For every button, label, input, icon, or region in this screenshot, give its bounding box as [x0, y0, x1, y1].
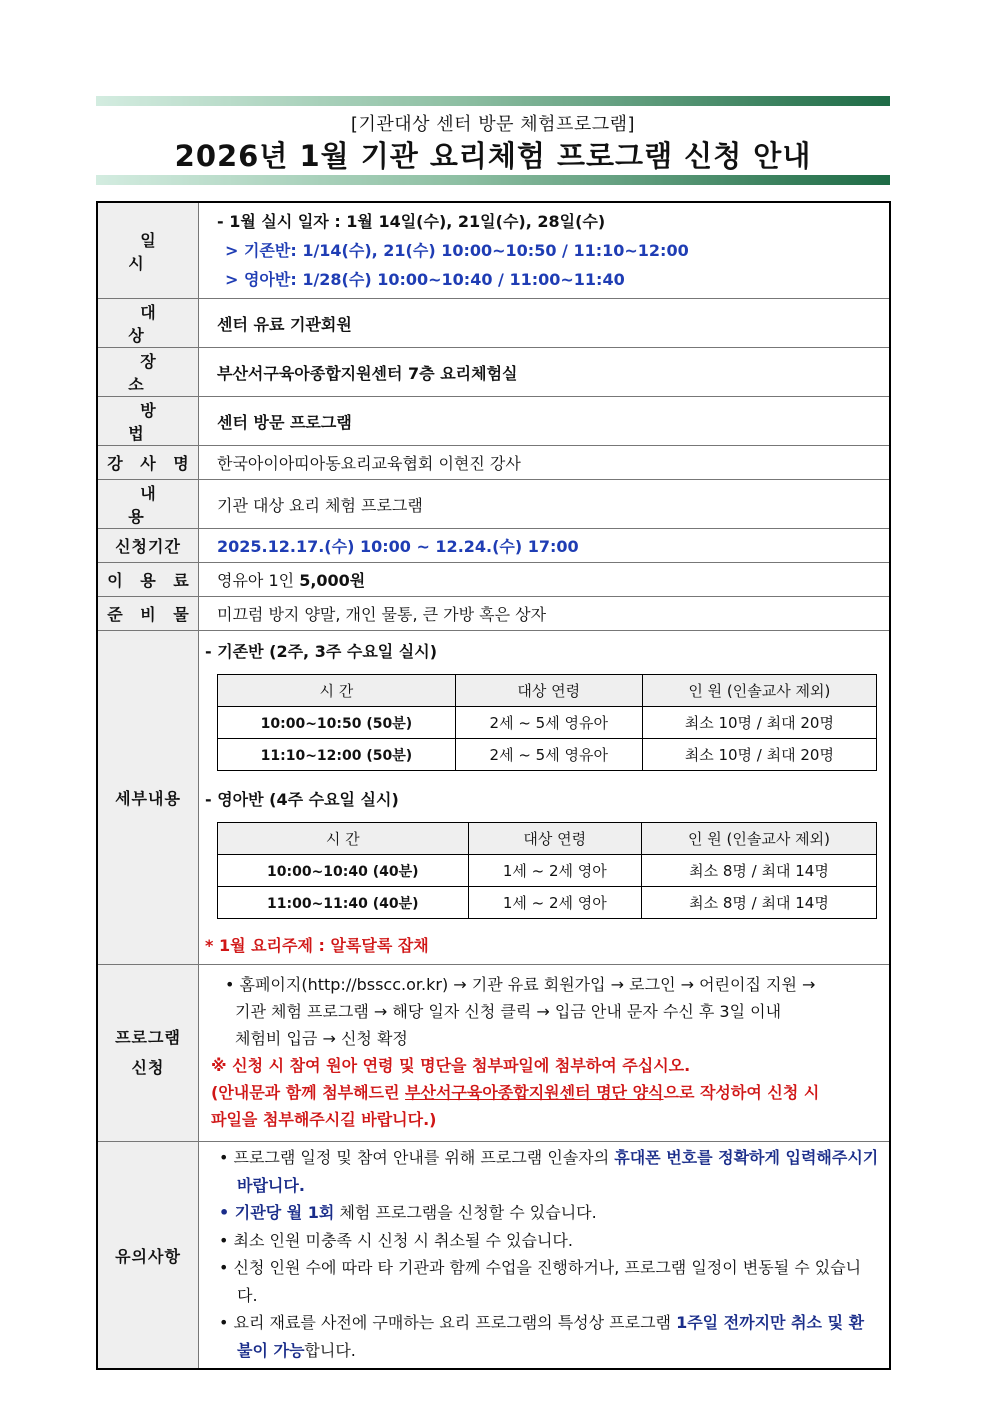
table-row: [218, 707, 877, 739]
apply-form-note-end: 파일을 첨부해주시길 바랍니다.): [211, 1110, 437, 1129]
col-age: 대상 연령: [455, 675, 642, 707]
table-row: [218, 739, 877, 771]
label-application: [97, 965, 199, 1142]
cell-age: 1세 ~ 2세 영아: [468, 887, 641, 919]
cell-time: 10:00~10:50 (50분): [218, 707, 456, 739]
infant-class-table: [217, 822, 877, 919]
table-header-row: [218, 675, 877, 707]
value-target: 센터 유료 기관회원: [199, 299, 891, 348]
doc-title: 2026년 1월 기관 요리체험 프로그램 신청 안내: [174, 139, 812, 173]
schedule-cell: [199, 202, 891, 299]
label-details: 세부내용: [97, 631, 199, 965]
note-4: • 신청 인원 수에 따라 타 기관과 함께 수업을 진행하거나, 프로그램 일정이 변동될 수 있습니다.: [219, 1258, 862, 1305]
label-content: 내 용: [97, 480, 199, 529]
note-5-highlight: 1주일 전까지만 취소 및 환불이 가능: [237, 1313, 865, 1360]
note-2: [213, 1199, 879, 1227]
note-2-highlight: • 기관당 월 1회: [219, 1203, 335, 1222]
label-target: 대 상: [97, 299, 199, 348]
fee-amount: 5,000원: [299, 571, 366, 590]
apply-step-line2: 기관 체험 프로그램 → 해당 일자 신청 클릭 → 입금 안내 문자 수신 후 3일 이내: [235, 1002, 782, 1021]
note-1: [213, 1144, 879, 1199]
label-period: 신청기간: [97, 529, 199, 563]
value-supplies: 미끄럼 방지 양말, 개인 물통, 큰 가방 혹은 상자: [199, 597, 891, 631]
label-application-line1: 프로그램: [115, 1028, 181, 1047]
note-3: • 최소 인원 미충족 시 신청 시 취소될 수 있습니다.: [219, 1230, 573, 1250]
cell-capacity: 최소 10명 / 최대 20명: [642, 739, 876, 771]
row-instructor: [97, 446, 890, 480]
label-instructor: 강 사 명: [97, 446, 199, 480]
value-instructor: 한국아이아띠아동요리교육협회 이현진 강사: [199, 446, 891, 480]
label-notes: 유의사항: [97, 1142, 199, 1370]
fee-prefix: 영유아 1인: [217, 571, 300, 590]
row-content: [97, 480, 890, 529]
row-application: [97, 965, 890, 1142]
label-place: 장 소: [97, 348, 199, 397]
form-template-name: 부산서구육아종합지원센터 명단 양식: [405, 1083, 664, 1102]
label-fee: 이 용 료: [97, 563, 199, 597]
header-band-bottom: [96, 175, 890, 185]
row-fee: [97, 563, 890, 597]
row-schedule: [97, 202, 890, 299]
row-target: [97, 299, 890, 348]
application-cell: [199, 965, 891, 1142]
label-supplies: 준 비 물: [97, 597, 199, 631]
schedule-infant: > 영아반: 1/28(수) 10:00~10:40 / 11:00~11:40: [225, 270, 625, 289]
col-time: 시 간: [218, 675, 456, 707]
row-details: [97, 631, 890, 965]
row-place: [97, 348, 890, 397]
apply-step-line3: 체험비 입금 → 신청 확정: [235, 1029, 408, 1048]
row-supplies: [97, 597, 890, 631]
col-capacity: 인 원 (인솔교사 제외): [641, 823, 876, 855]
info-table: [96, 201, 891, 1370]
cell-capacity: 최소 10명 / 최대 20명: [642, 707, 876, 739]
cell-capacity: 최소 8명 / 최대 14명: [641, 855, 876, 887]
cell-age: 2세 ~ 5세 영유아: [455, 707, 642, 739]
cell-capacity: 최소 8명 / 최대 14명: [641, 887, 876, 919]
group-heading-infant: - 영아반 (4주 수요일 실시): [205, 790, 399, 809]
schedule-regular: > 기존반: 1/14(수), 21(수) 10:00~10:50 / 11:10~12:00: [225, 241, 689, 260]
label-schedule: 일 시: [97, 202, 199, 299]
table-header-row: [218, 823, 877, 855]
note-1-text: • 프로그램 일정 및 참여 안내를 위해 프로그램 인솔자의: [219, 1148, 615, 1167]
col-time: 시 간: [218, 823, 469, 855]
details-cell: [199, 631, 891, 965]
doc-subtitle: [기관대상 센터 방문 체험프로그램]: [350, 114, 636, 135]
cell-time: 10:00~10:40 (40분): [218, 855, 469, 887]
note-2-text: 체험 프로그램을 신청할 수 있습니다.: [334, 1203, 597, 1222]
value-fee: [199, 563, 891, 597]
table-row: [218, 887, 877, 919]
note-5-suffix: 합니다.: [304, 1340, 356, 1360]
value-period: 2025.12.17.(수) 10:00 ~ 12.24.(수) 17:00: [199, 529, 891, 563]
row-notes: [97, 1142, 890, 1370]
cell-time: 11:00~11:40 (40분): [218, 887, 469, 919]
col-age: 대상 연령: [468, 823, 641, 855]
note-5-text: • 요리 재료를 사전에 구매하는 요리 프로그램의 특성상 프로그램: [219, 1313, 677, 1332]
cell-age: 1세 ~ 2세 영아: [468, 855, 641, 887]
header-band-top: [96, 96, 890, 106]
row-method: [97, 397, 890, 446]
value-method: 센터 방문 프로그램: [199, 397, 891, 446]
schedule-dates: - 1월 실시 일자 : 1월 14일(수), 21일(수), 28일(수): [217, 212, 606, 231]
notes-cell: [199, 1142, 891, 1370]
group-heading-regular: - 기존반 (2주, 3주 수요일 실시): [205, 642, 438, 661]
col-capacity: 인 원 (인솔교사 제외): [642, 675, 876, 707]
value-place: 부산서구육아종합지원센터 7층 요리체험실: [199, 348, 891, 397]
form-note-prefix: (안내문과 함께 첨부해드린: [211, 1083, 406, 1102]
form-note-suffix: 으로 작성하여 신청 시: [663, 1083, 820, 1102]
apply-warning: ※ 신청 시 참여 원아 연령 및 명단을 첨부파일에 첨부하여 주십시오.: [211, 1056, 691, 1075]
row-period: [97, 529, 890, 563]
label-method: 방 법: [97, 397, 199, 446]
value-content: 기관 대상 요리 체험 프로그램: [199, 480, 891, 529]
note-1-highlight: 휴대폰 번호를 정확하게 입력해주시기 바랍니다.: [237, 1148, 879, 1195]
regular-class-table: [217, 674, 877, 771]
apply-form-note: [211, 1079, 877, 1106]
note-5: [213, 1309, 879, 1364]
label-application-line2: 신청: [131, 1058, 165, 1077]
cell-age: 2세 ~ 5세 영유아: [455, 739, 642, 771]
table-row: [218, 855, 877, 887]
apply-step-line1: • 홈페이지(http://bsscc.or.kr) → 기관 유료 회원가입 → 로그인 → 어린이집 지원 →: [225, 975, 816, 994]
cooking-theme: * 1월 요리주제 : 알록달록 잡채: [205, 936, 429, 955]
cell-time: 11:10~12:00 (50분): [218, 739, 456, 771]
